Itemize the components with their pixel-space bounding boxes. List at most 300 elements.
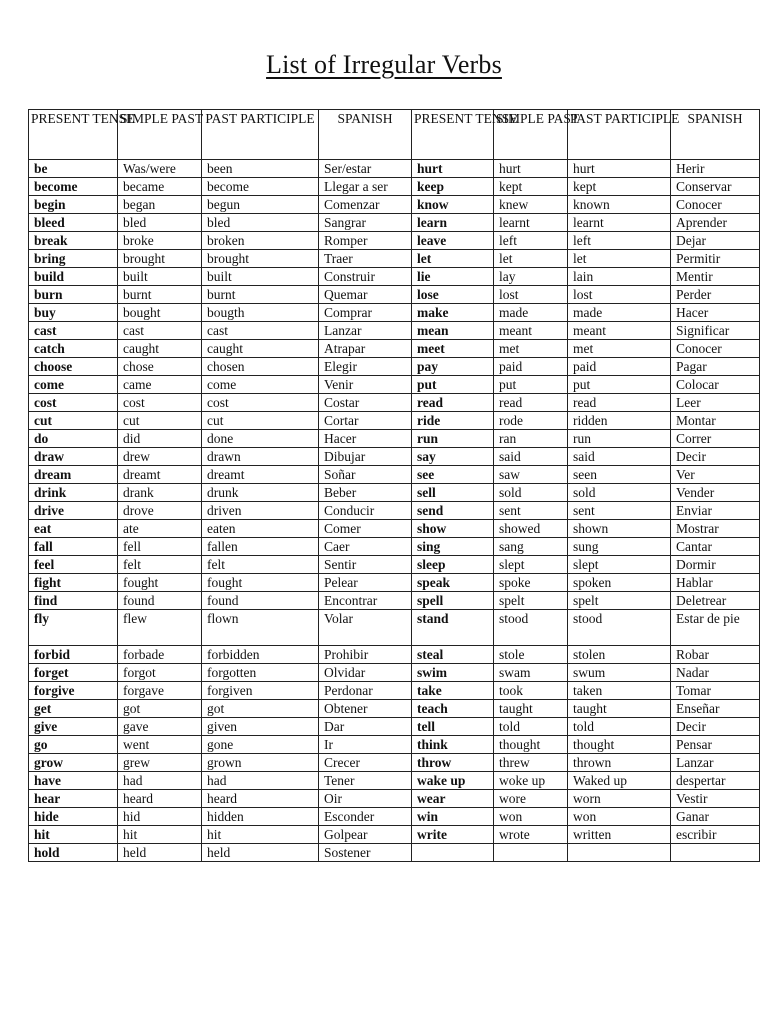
present-tense-cell: forbid	[29, 646, 118, 664]
simple-past-cell-2: sent	[494, 502, 568, 520]
present-tense-cell-2	[412, 844, 494, 862]
simple-past-cell: fell	[118, 538, 202, 556]
table-row	[29, 286, 760, 304]
table-row	[29, 772, 760, 790]
header-row	[29, 110, 760, 160]
spanish-cell-2: Conocer	[671, 196, 760, 214]
past-participle-cell-2: sold	[568, 484, 671, 502]
past-participle-cell: chosen	[202, 358, 319, 376]
spanish-cell-2: Perder	[671, 286, 760, 304]
simple-past-cell: cost	[118, 394, 202, 412]
simple-past-cell: built	[118, 268, 202, 286]
past-participle-cell-2: sung	[568, 538, 671, 556]
page-title: List of Irregular Verbs	[266, 50, 502, 79]
col-header-spanish: SPANISH	[319, 110, 412, 160]
past-participle-cell: drunk	[202, 484, 319, 502]
simple-past-cell-2: hurt	[494, 160, 568, 178]
spanish-cell: Sentir	[319, 556, 412, 574]
table-row	[29, 844, 760, 862]
present-tense-cell: bring	[29, 250, 118, 268]
past-participle-cell: bougth	[202, 304, 319, 322]
spanish-cell: Tener	[319, 772, 412, 790]
table-row	[29, 538, 760, 556]
past-participle-cell: fought	[202, 574, 319, 592]
spanish-cell-2: Enseñar	[671, 700, 760, 718]
simple-past-cell: forgave	[118, 682, 202, 700]
spanish-cell: Atrapar	[319, 340, 412, 358]
simple-past-cell: got	[118, 700, 202, 718]
spanish-cell-2: Ganar	[671, 808, 760, 826]
spanish-cell-2: Vender	[671, 484, 760, 502]
present-tense-cell-2: ride	[412, 412, 494, 430]
present-tense-cell-2: think	[412, 736, 494, 754]
simple-past-cell-2: wore	[494, 790, 568, 808]
spanish-cell: Volar	[319, 610, 412, 646]
present-tense-cell-2: meet	[412, 340, 494, 358]
past-participle-cell: burnt	[202, 286, 319, 304]
simple-past-cell-2: showed	[494, 520, 568, 538]
past-participle-cell-2: worn	[568, 790, 671, 808]
present-tense-cell: find	[29, 592, 118, 610]
simple-past-cell: dreamt	[118, 466, 202, 484]
present-tense-cell: dream	[29, 466, 118, 484]
present-tense-cell-2: put	[412, 376, 494, 394]
present-tense-cell: have	[29, 772, 118, 790]
past-participle-cell: forbidden	[202, 646, 319, 664]
present-tense-cell-2: sleep	[412, 556, 494, 574]
present-tense-cell: cut	[29, 412, 118, 430]
table-row	[29, 376, 760, 394]
past-participle-cell: caught	[202, 340, 319, 358]
spanish-cell-2: Estar de pie	[671, 610, 760, 646]
spanish-cell-2: Mentir	[671, 268, 760, 286]
simple-past-cell: ate	[118, 520, 202, 538]
present-tense-cell: buy	[29, 304, 118, 322]
past-participle-cell-2: learnt	[568, 214, 671, 232]
spanish-cell: Encontrar	[319, 592, 412, 610]
past-participle-cell-2: kept	[568, 178, 671, 196]
past-participle-cell-2: written	[568, 826, 671, 844]
table-row	[29, 304, 760, 322]
simple-past-cell-2	[494, 844, 568, 862]
spanish-cell-2: Decir	[671, 448, 760, 466]
table-row	[29, 754, 760, 772]
past-participle-cell: hit	[202, 826, 319, 844]
simple-past-cell-2: taught	[494, 700, 568, 718]
present-tense-cell-2: steal	[412, 646, 494, 664]
spanish-cell: Esconder	[319, 808, 412, 826]
simple-past-cell: forgot	[118, 664, 202, 682]
past-participle-cell-2: met	[568, 340, 671, 358]
simple-past-cell: drove	[118, 502, 202, 520]
past-participle-cell-2	[568, 844, 671, 862]
spanish-cell-2: Deletrear	[671, 592, 760, 610]
past-participle-cell-2: run	[568, 430, 671, 448]
simple-past-cell: burnt	[118, 286, 202, 304]
past-participle-cell: begun	[202, 196, 319, 214]
present-tense-cell: fight	[29, 574, 118, 592]
table-row	[29, 430, 760, 448]
past-participle-cell-2: won	[568, 808, 671, 826]
simple-past-cell-2: met	[494, 340, 568, 358]
spanish-cell: Lanzar	[319, 322, 412, 340]
table-row	[29, 250, 760, 268]
table-row	[29, 826, 760, 844]
simple-past-cell-2: swam	[494, 664, 568, 682]
simple-past-cell-2: knew	[494, 196, 568, 214]
spanish-cell-2: Permitir	[671, 250, 760, 268]
col-header-past-participle: PAST PARTICIPLE	[202, 110, 319, 160]
present-tense-cell: build	[29, 268, 118, 286]
past-participle-cell: built	[202, 268, 319, 286]
past-participle-cell-2: left	[568, 232, 671, 250]
past-participle-cell: eaten	[202, 520, 319, 538]
simple-past-cell-2: stole	[494, 646, 568, 664]
present-tense-cell-2: mean	[412, 322, 494, 340]
present-tense-cell: do	[29, 430, 118, 448]
spanish-cell: Obtener	[319, 700, 412, 718]
simple-past-cell: Was/were	[118, 160, 202, 178]
past-participle-cell-2: thought	[568, 736, 671, 754]
table-row	[29, 592, 760, 610]
simple-past-cell: heard	[118, 790, 202, 808]
past-participle-cell-2: read	[568, 394, 671, 412]
spanish-cell: Golpear	[319, 826, 412, 844]
present-tense-cell-2: run	[412, 430, 494, 448]
spanish-cell: Soñar	[319, 466, 412, 484]
past-participle-cell: been	[202, 160, 319, 178]
simple-past-cell-2: stood	[494, 610, 568, 646]
present-tense-cell-2: see	[412, 466, 494, 484]
simple-past-cell-2: threw	[494, 754, 568, 772]
past-participle-cell: bled	[202, 214, 319, 232]
spanish-cell-2: Leer	[671, 394, 760, 412]
simple-past-cell-2: put	[494, 376, 568, 394]
table-row	[29, 808, 760, 826]
simple-past-cell-2: told	[494, 718, 568, 736]
past-participle-cell: found	[202, 592, 319, 610]
present-tense-cell: cast	[29, 322, 118, 340]
past-participle-cell-2: put	[568, 376, 671, 394]
simple-past-cell: did	[118, 430, 202, 448]
spanish-cell-2: Conocer	[671, 340, 760, 358]
past-participle-cell: given	[202, 718, 319, 736]
past-participle-cell-2: seen	[568, 466, 671, 484]
simple-past-cell-2: sold	[494, 484, 568, 502]
present-tense-cell: hear	[29, 790, 118, 808]
spanish-cell: Sangrar	[319, 214, 412, 232]
simple-past-cell: gave	[118, 718, 202, 736]
past-participle-cell: cast	[202, 322, 319, 340]
table-row	[29, 610, 760, 646]
spanish-cell-2: Conservar	[671, 178, 760, 196]
simple-past-cell: went	[118, 736, 202, 754]
past-participle-cell: dreamt	[202, 466, 319, 484]
spanish-cell: Caer	[319, 538, 412, 556]
past-participle-cell: hidden	[202, 808, 319, 826]
simple-past-cell-2: saw	[494, 466, 568, 484]
col-header-present-tense: PRESENT TENSE	[29, 110, 118, 160]
table-row	[29, 646, 760, 664]
table-row	[29, 574, 760, 592]
simple-past-cell-2: let	[494, 250, 568, 268]
simple-past-cell: became	[118, 178, 202, 196]
past-participle-cell: cut	[202, 412, 319, 430]
table-row	[29, 484, 760, 502]
present-tense-cell-2: spell	[412, 592, 494, 610]
present-tense-cell: grow	[29, 754, 118, 772]
spanish-cell-2: Hablar	[671, 574, 760, 592]
present-tense-cell-2: read	[412, 394, 494, 412]
past-participle-cell-2: stood	[568, 610, 671, 646]
spanish-cell-2: despertar	[671, 772, 760, 790]
simple-past-cell: began	[118, 196, 202, 214]
past-participle-cell: forgotten	[202, 664, 319, 682]
past-participle-cell-2: lain	[568, 268, 671, 286]
spanish-cell-2	[671, 844, 760, 862]
col-header-present-tense-2: PRESENT TENSE	[412, 110, 494, 160]
past-participle-cell-2: let	[568, 250, 671, 268]
simple-past-cell-2: kept	[494, 178, 568, 196]
spanish-cell-2: Robar	[671, 646, 760, 664]
past-participle-cell: come	[202, 376, 319, 394]
present-tense-cell-2: hurt	[412, 160, 494, 178]
simple-past-cell-2: slept	[494, 556, 568, 574]
present-tense-cell: hit	[29, 826, 118, 844]
simple-past-cell-2: wrote	[494, 826, 568, 844]
table-row	[29, 718, 760, 736]
table-row	[29, 358, 760, 376]
past-participle-cell-2: Waked up	[568, 772, 671, 790]
simple-past-cell: chose	[118, 358, 202, 376]
table-row	[29, 322, 760, 340]
spanish-cell-2: Hacer	[671, 304, 760, 322]
spanish-cell-2: Montar	[671, 412, 760, 430]
present-tense-cell-2: lie	[412, 268, 494, 286]
present-tense-cell: hide	[29, 808, 118, 826]
past-participle-cell-2: slept	[568, 556, 671, 574]
simple-past-cell-2: sang	[494, 538, 568, 556]
simple-past-cell-2: won	[494, 808, 568, 826]
simple-past-cell-2: woke up	[494, 772, 568, 790]
past-participle-cell-2: meant	[568, 322, 671, 340]
simple-past-cell-2: learnt	[494, 214, 568, 232]
spanish-cell-2: Enviar	[671, 502, 760, 520]
simple-past-cell-2: paid	[494, 358, 568, 376]
table-row	[29, 700, 760, 718]
present-tense-cell-2: stand	[412, 610, 494, 646]
present-tense-cell: draw	[29, 448, 118, 466]
spanish-cell: Quemar	[319, 286, 412, 304]
irregular-verbs-table	[28, 109, 760, 862]
simple-past-cell: bought	[118, 304, 202, 322]
present-tense-cell: forgive	[29, 682, 118, 700]
present-tense-cell: give	[29, 718, 118, 736]
present-tense-cell-2: lose	[412, 286, 494, 304]
simple-past-cell: forbade	[118, 646, 202, 664]
spanish-cell: Construir	[319, 268, 412, 286]
present-tense-cell-2: know	[412, 196, 494, 214]
past-participle-cell: drawn	[202, 448, 319, 466]
spanish-cell-2: Pensar	[671, 736, 760, 754]
present-tense-cell-2: teach	[412, 700, 494, 718]
present-tense-cell: begin	[29, 196, 118, 214]
spanish-cell: Crecer	[319, 754, 412, 772]
present-tense-cell-2: sing	[412, 538, 494, 556]
table-row	[29, 214, 760, 232]
present-tense-cell: feel	[29, 556, 118, 574]
present-tense-cell: get	[29, 700, 118, 718]
present-tense-cell: burn	[29, 286, 118, 304]
past-participle-cell: felt	[202, 556, 319, 574]
present-tense-cell: be	[29, 160, 118, 178]
spanish-cell-2: Vestir	[671, 790, 760, 808]
simple-past-cell-2: left	[494, 232, 568, 250]
present-tense-cell-2: keep	[412, 178, 494, 196]
past-participle-cell: had	[202, 772, 319, 790]
present-tense-cell-2: send	[412, 502, 494, 520]
present-tense-cell: cost	[29, 394, 118, 412]
simple-past-cell-2: spelt	[494, 592, 568, 610]
table-row	[29, 682, 760, 700]
table-row	[29, 268, 760, 286]
spanish-cell: Dar	[319, 718, 412, 736]
present-tense-cell: hold	[29, 844, 118, 862]
present-tense-cell: go	[29, 736, 118, 754]
col-header-spanish-2: SPANISH	[671, 110, 760, 160]
spanish-cell-2: Ver	[671, 466, 760, 484]
present-tense-cell-2: learn	[412, 214, 494, 232]
col-header-past-participle-2: PAST PARTICIPLE	[568, 110, 671, 160]
spanish-cell: Ser/estar	[319, 160, 412, 178]
simple-past-cell: found	[118, 592, 202, 610]
simple-past-cell-2: said	[494, 448, 568, 466]
present-tense-cell-2: wake up	[412, 772, 494, 790]
spanish-cell-2: Nadar	[671, 664, 760, 682]
table-row	[29, 394, 760, 412]
present-tense-cell-2: pay	[412, 358, 494, 376]
past-participle-cell-2: sent	[568, 502, 671, 520]
past-participle-cell: flown	[202, 610, 319, 646]
table-row	[29, 466, 760, 484]
spanish-cell: Costar	[319, 394, 412, 412]
simple-past-cell: broke	[118, 232, 202, 250]
spanish-cell: Ir	[319, 736, 412, 754]
simple-past-cell: cut	[118, 412, 202, 430]
spanish-cell: Sostener	[319, 844, 412, 862]
past-participle-cell-2: known	[568, 196, 671, 214]
spanish-cell-2: escribir	[671, 826, 760, 844]
present-tense-cell-2: wear	[412, 790, 494, 808]
present-tense-cell-2: sell	[412, 484, 494, 502]
past-participle-cell-2: thrown	[568, 754, 671, 772]
past-participle-cell: driven	[202, 502, 319, 520]
present-tense-cell-2: throw	[412, 754, 494, 772]
past-participle-cell-2: hurt	[568, 160, 671, 178]
spanish-cell: Comer	[319, 520, 412, 538]
simple-past-cell: grew	[118, 754, 202, 772]
spanish-cell-2: Dejar	[671, 232, 760, 250]
spanish-cell-2: Lanzar	[671, 754, 760, 772]
table-row	[29, 448, 760, 466]
present-tense-cell: bleed	[29, 214, 118, 232]
present-tense-cell-2: make	[412, 304, 494, 322]
table-row	[29, 520, 760, 538]
past-participle-cell-2: spoken	[568, 574, 671, 592]
present-tense-cell-2: swim	[412, 664, 494, 682]
past-participle-cell-2: spelt	[568, 592, 671, 610]
simple-past-cell: came	[118, 376, 202, 394]
table-row	[29, 502, 760, 520]
past-participle-cell: held	[202, 844, 319, 862]
col-header-simple-past-2: SIMPLE PAST	[494, 110, 568, 160]
table-row	[29, 232, 760, 250]
present-tense-cell-2: tell	[412, 718, 494, 736]
present-tense-cell: fly	[29, 610, 118, 646]
table-row	[29, 178, 760, 196]
simple-past-cell: bled	[118, 214, 202, 232]
simple-past-cell: held	[118, 844, 202, 862]
spanish-cell: Cortar	[319, 412, 412, 430]
simple-past-cell: drank	[118, 484, 202, 502]
simple-past-cell-2: rode	[494, 412, 568, 430]
table-row	[29, 736, 760, 754]
present-tense-cell-2: speak	[412, 574, 494, 592]
present-tense-cell-2: leave	[412, 232, 494, 250]
simple-past-cell: had	[118, 772, 202, 790]
spanish-cell-2: Herir	[671, 160, 760, 178]
table-row	[29, 340, 760, 358]
past-participle-cell-2: made	[568, 304, 671, 322]
past-participle-cell: forgiven	[202, 682, 319, 700]
spanish-cell: Traer	[319, 250, 412, 268]
spanish-cell: Oir	[319, 790, 412, 808]
present-tense-cell: drive	[29, 502, 118, 520]
simple-past-cell: hit	[118, 826, 202, 844]
past-participle-cell-2: said	[568, 448, 671, 466]
spanish-cell: Venir	[319, 376, 412, 394]
simple-past-cell-2: took	[494, 682, 568, 700]
past-participle-cell: heard	[202, 790, 319, 808]
spanish-cell-2: Mostrar	[671, 520, 760, 538]
spanish-cell-2: Pagar	[671, 358, 760, 376]
past-participle-cell-2: ridden	[568, 412, 671, 430]
spanish-cell: Conducir	[319, 502, 412, 520]
present-tense-cell: eat	[29, 520, 118, 538]
past-participle-cell-2: swum	[568, 664, 671, 682]
past-participle-cell: done	[202, 430, 319, 448]
spanish-cell: Comenzar	[319, 196, 412, 214]
spanish-cell-2: Cantar	[671, 538, 760, 556]
present-tense-cell: become	[29, 178, 118, 196]
spanish-cell-2: Significar	[671, 322, 760, 340]
present-tense-cell-2: write	[412, 826, 494, 844]
spanish-cell: Perdonar	[319, 682, 412, 700]
simple-past-cell-2: ran	[494, 430, 568, 448]
past-participle-cell: brought	[202, 250, 319, 268]
simple-past-cell: hid	[118, 808, 202, 826]
spanish-cell: Llegar a ser	[319, 178, 412, 196]
table-row	[29, 412, 760, 430]
past-participle-cell: broken	[202, 232, 319, 250]
spanish-cell: Dibujar	[319, 448, 412, 466]
simple-past-cell-2: spoke	[494, 574, 568, 592]
spanish-cell: Olvidar	[319, 664, 412, 682]
present-tense-cell: forget	[29, 664, 118, 682]
spanish-cell-2: Aprender	[671, 214, 760, 232]
simple-past-cell: brought	[118, 250, 202, 268]
simple-past-cell-2: lost	[494, 286, 568, 304]
